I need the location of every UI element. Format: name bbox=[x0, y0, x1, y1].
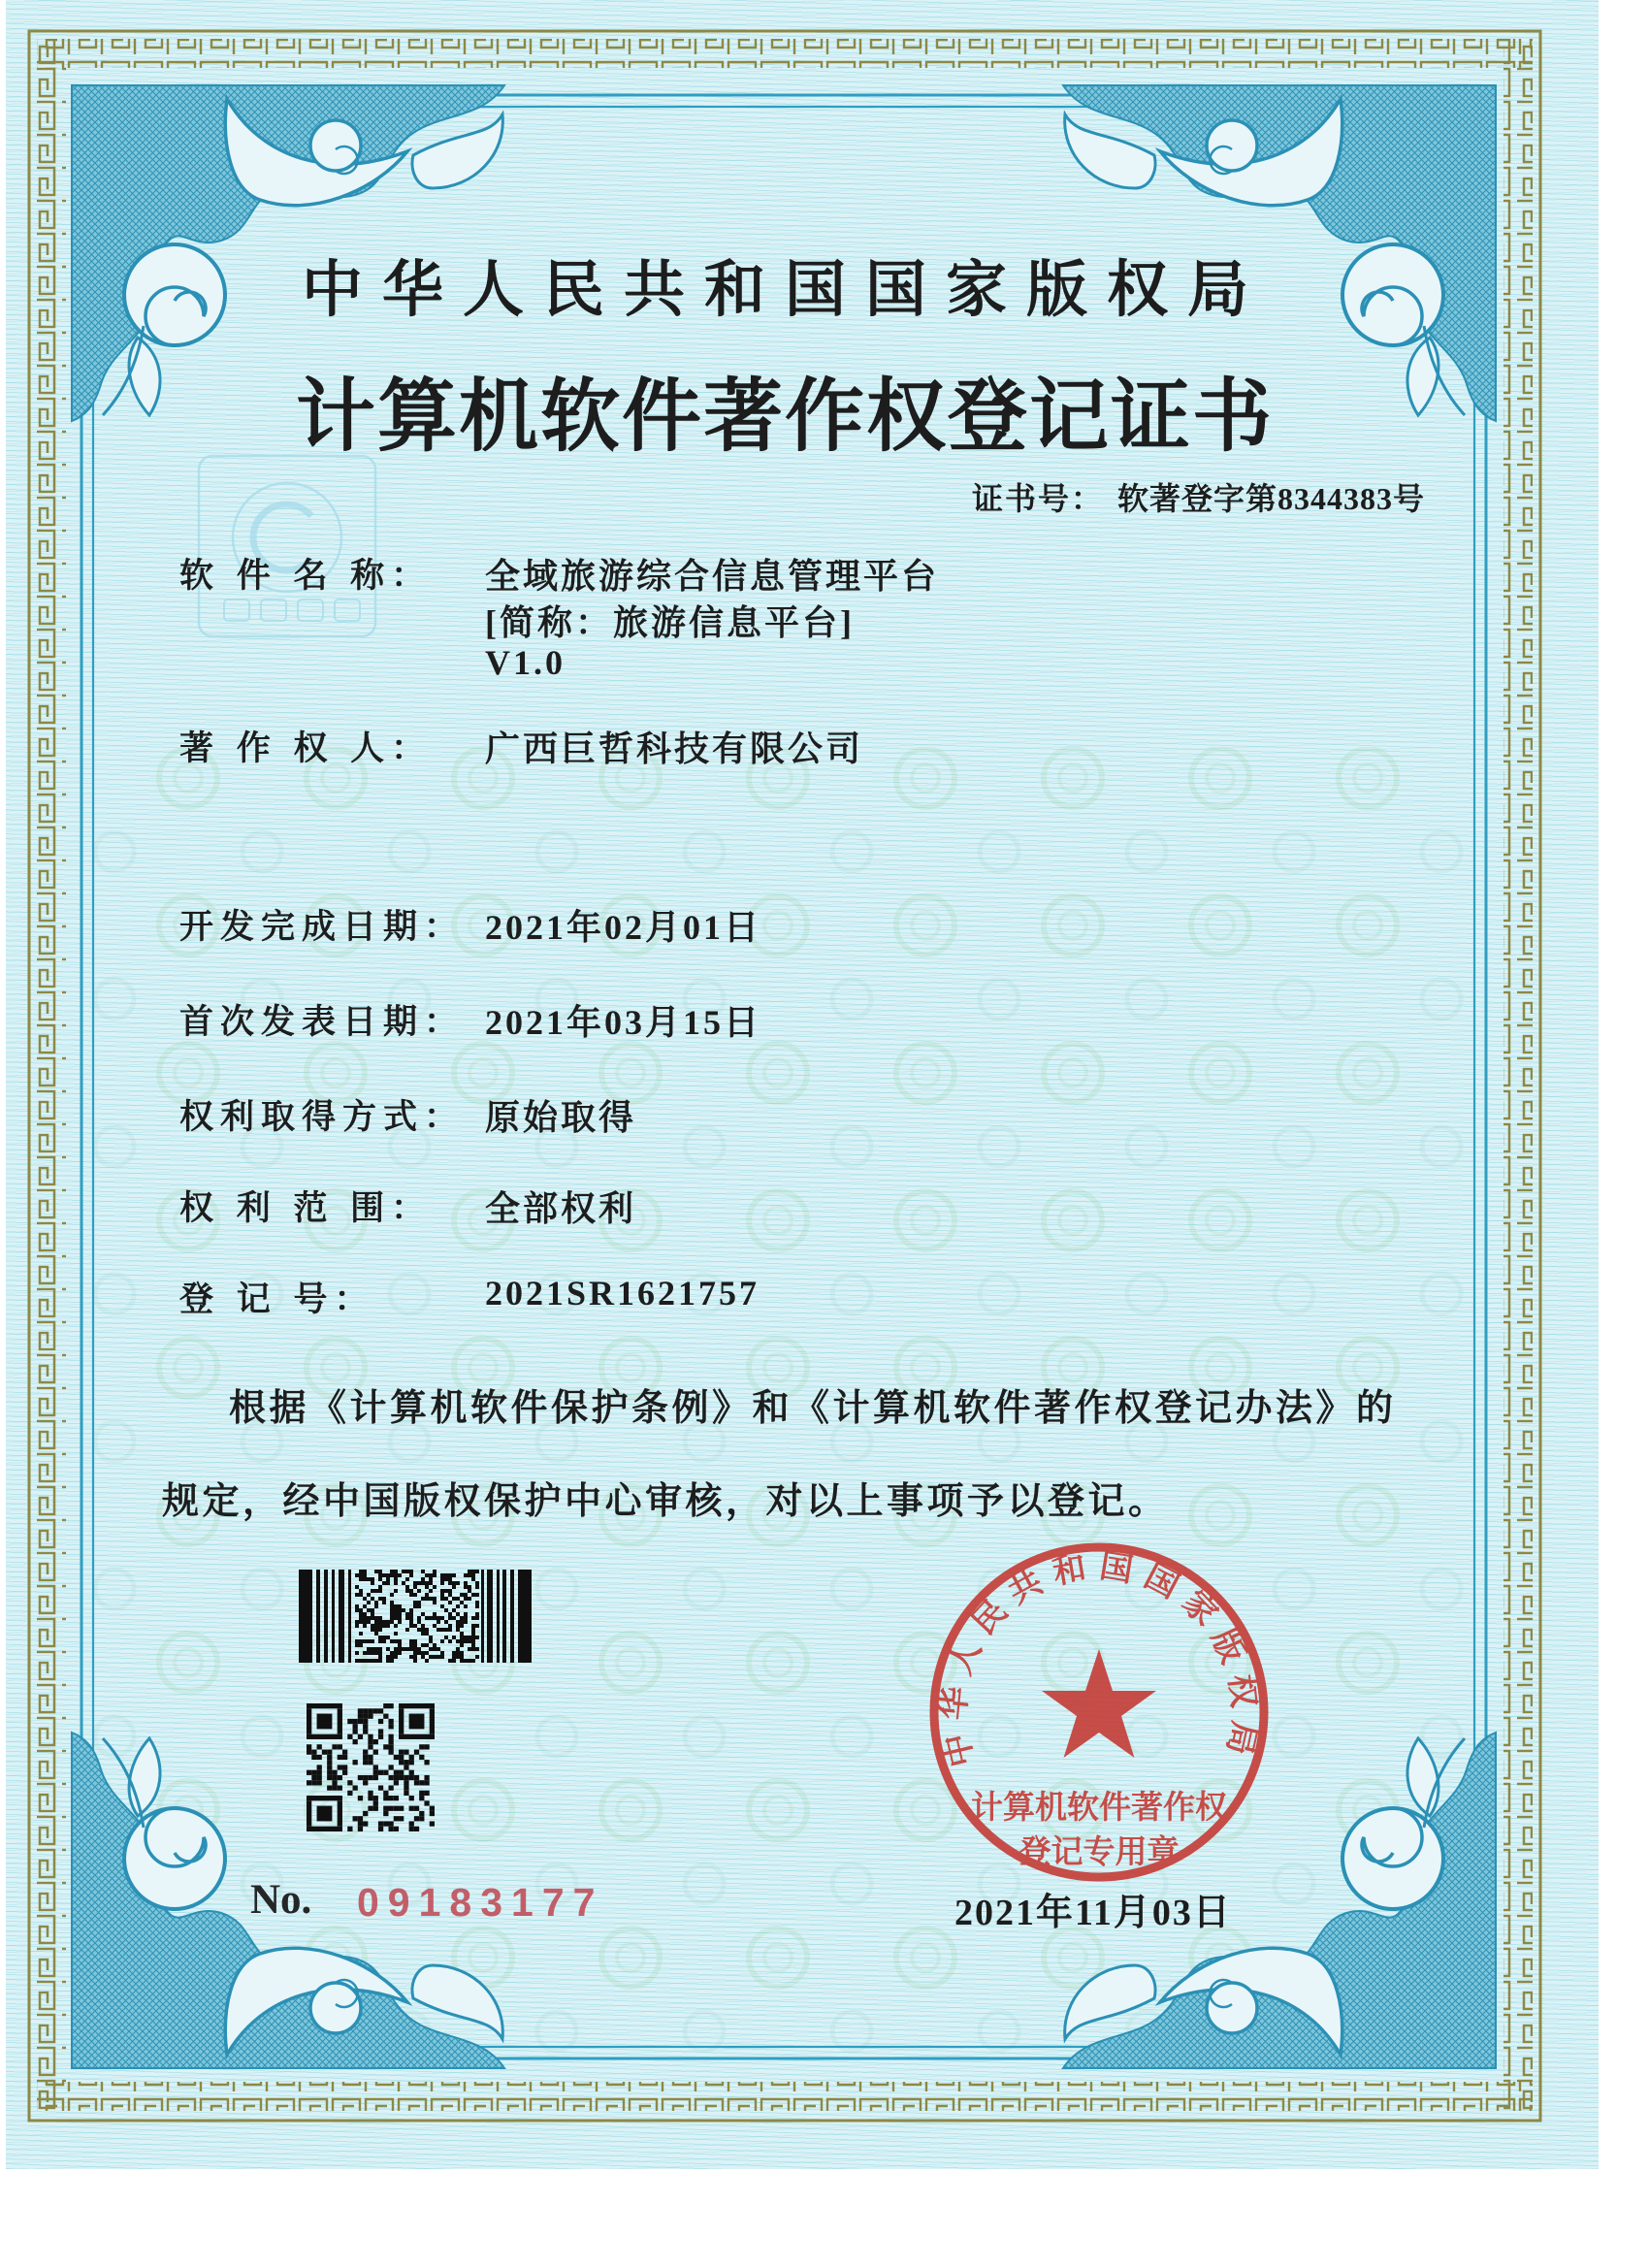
qr-code bbox=[307, 1703, 435, 1831]
software-name-line3: V1.0 bbox=[485, 643, 566, 682]
certificate-title: 计算机软件著作权登记证书 bbox=[295, 373, 1274, 461]
seal-inner-text-line1: 计算机软件著作权 bbox=[971, 1789, 1227, 1825]
seal-ring-text: 中华人民共和国国家版权局 bbox=[934, 1547, 1264, 1770]
cpcc-watermark bbox=[199, 456, 375, 636]
registration-number-label: 登 记 号： bbox=[179, 1280, 375, 1318]
statement-line2: 规定，经中国版权保护中心审核，对以上事项予以登记。 bbox=[162, 1481, 1169, 1522]
first-publish-date-value: 2021年03月15日 bbox=[485, 1003, 762, 1042]
certificate-number-line bbox=[972, 474, 1425, 519]
rights-acquisition-label: 权利取得方式： bbox=[179, 1098, 466, 1136]
software-name-line2: [简称：旅游信息平台] bbox=[485, 603, 855, 642]
copyright-owner-label: 著 作 权 人： bbox=[179, 729, 433, 767]
stacked-barcode bbox=[299, 1570, 532, 1663]
official-red-seal bbox=[924, 1535, 1283, 1894]
authority-title: 中华人民共和国国家版权局 bbox=[302, 256, 1268, 324]
rights-scope-label: 权 利 范 围： bbox=[179, 1189, 433, 1227]
dev-complete-date-value: 2021年02月01日 bbox=[485, 908, 762, 947]
certificate-number-label: 证书号： bbox=[972, 481, 1105, 516]
software-name-label: 软 件 名 称： bbox=[179, 557, 433, 595]
first-publish-date-label: 首次发表日期： bbox=[179, 1003, 466, 1041]
dev-complete-date-label: 开发完成日期： bbox=[179, 908, 466, 946]
software-name-line1: 全域旅游综合信息管理平台 bbox=[485, 557, 940, 596]
seal-star-icon bbox=[1042, 1649, 1156, 1758]
seal-inner-text-line2: 登记专用章 bbox=[1018, 1833, 1180, 1869]
copyright-owner-value: 广西巨哲科技有限公司 bbox=[485, 729, 864, 768]
issue-date: 2021年11月03日 bbox=[954, 1893, 1232, 1933]
rights-scope-value: 全部权利 bbox=[485, 1189, 637, 1228]
serial-number-prefix: No. bbox=[250, 1877, 312, 1923]
statement-line1: 根据《计算机软件保护条例》和《计算机软件著作权登记办法》的 bbox=[229, 1388, 1397, 1429]
certificate-number-value: 软著登字第8344383号 bbox=[1117, 481, 1426, 516]
registration-number-value: 2021SR1621757 bbox=[485, 1274, 760, 1312]
serial-number: 09183177 bbox=[357, 1880, 604, 1925]
rights-acquisition-value: 原始取得 bbox=[485, 1098, 637, 1137]
